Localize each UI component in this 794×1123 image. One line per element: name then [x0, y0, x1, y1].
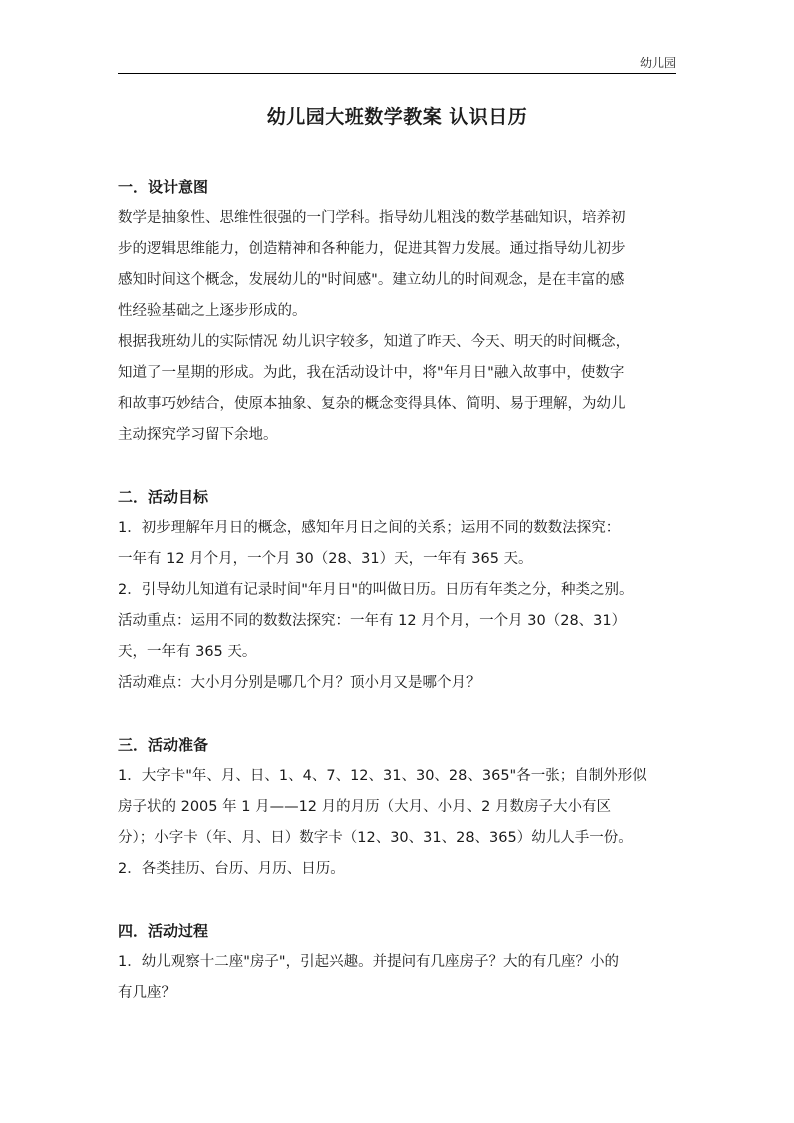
section-heading: 三．活动准备: [118, 736, 209, 754]
section-heading: 一．设计意图: [118, 178, 209, 196]
section-activity-preparation: [118, 730, 678, 885]
body-line: 1．幼儿观察十二座"房子"，引起兴趣。并提问有几座房子？大的有几座？小的: [118, 954, 620, 970]
header-divider: [118, 73, 676, 74]
section-heading: 四．活动过程: [118, 922, 209, 940]
section-activity-goals: [118, 482, 678, 699]
body-line: 一年有 12 月个月，一个月 30（28、31）天，一年有 365 天。: [118, 551, 533, 567]
body-line: 1．初步理解年月日的概念，感知年月日之间的关系；运用不同的数数法探究：: [118, 520, 621, 536]
body-line: 性经验基础之上逐步形成的。: [118, 303, 307, 319]
body-line: 步的逻辑思维能力，创造精神和各种能力，促进其智力发展。通过指导幼儿初步: [118, 241, 626, 257]
section-spacer: [118, 885, 678, 916]
body-line: 数学是抽象性、思维性很强的一门学科。指导幼儿粗浅的数学基础知识，培养初: [118, 210, 626, 226]
body-line: 感知时间这个概念，发展幼儿的"时间感"。建立幼儿的时间观念，是在丰富的感: [118, 272, 625, 288]
body-line: 天，一年有 365 天。: [118, 644, 257, 660]
section-heading: 二．活动目标: [118, 488, 209, 506]
section-activity-process: [118, 916, 678, 1009]
running-header: 幼儿园: [639, 56, 676, 70]
body-line: 2．引导幼儿知道有记录时间"年月日"的叫做日历。日历有年类之分，种类之别。: [118, 582, 634, 598]
body-line: 1．大字卡"年、月、日、1、4、7、12、31、30、28、365"各一张；自制外形似: [118, 768, 647, 784]
body-line: 分）；小字卡（年、月、日）数字卡（12、30、31、28、365）幼儿人手一份。: [118, 830, 633, 846]
body-line: 主动探究学习留下余地。: [118, 427, 278, 443]
body-line: 和故事巧妙结合，使原本抽象、复杂的概念变得具体、简明、易于理解，为幼儿: [118, 396, 626, 412]
body-line: 活动重点：运用不同的数数法探究：一年有 12 月个月，一个月 30（28、31）: [118, 613, 627, 629]
document-body: [118, 172, 678, 1009]
body-line: 有几座？: [118, 985, 176, 1001]
body-line: 2．各类挂历、台历、月历、日历。: [118, 861, 345, 877]
body-line: 根据我班幼儿的实际情况 幼儿识字较多，知道了昨天、今天、明天的时间概念，: [118, 334, 631, 350]
body-line: 活动难点：大小月分别是哪几个月？顶小月又是哪个月？: [118, 675, 481, 691]
body-line: 知道了一星期的形成。为此，我在活动设计中，将"年月日"融入故事中，使数字: [118, 365, 625, 381]
body-line: 房子状的 2005 年 1 月——12 月的月历（大月、小月、2 月数房子大小有区: [118, 799, 611, 815]
section-spacer: [118, 451, 678, 482]
section-spacer: [118, 699, 678, 730]
document-title: 幼儿园大班数学教案 认识日历: [266, 106, 528, 128]
section-design-intent: [118, 172, 678, 451]
